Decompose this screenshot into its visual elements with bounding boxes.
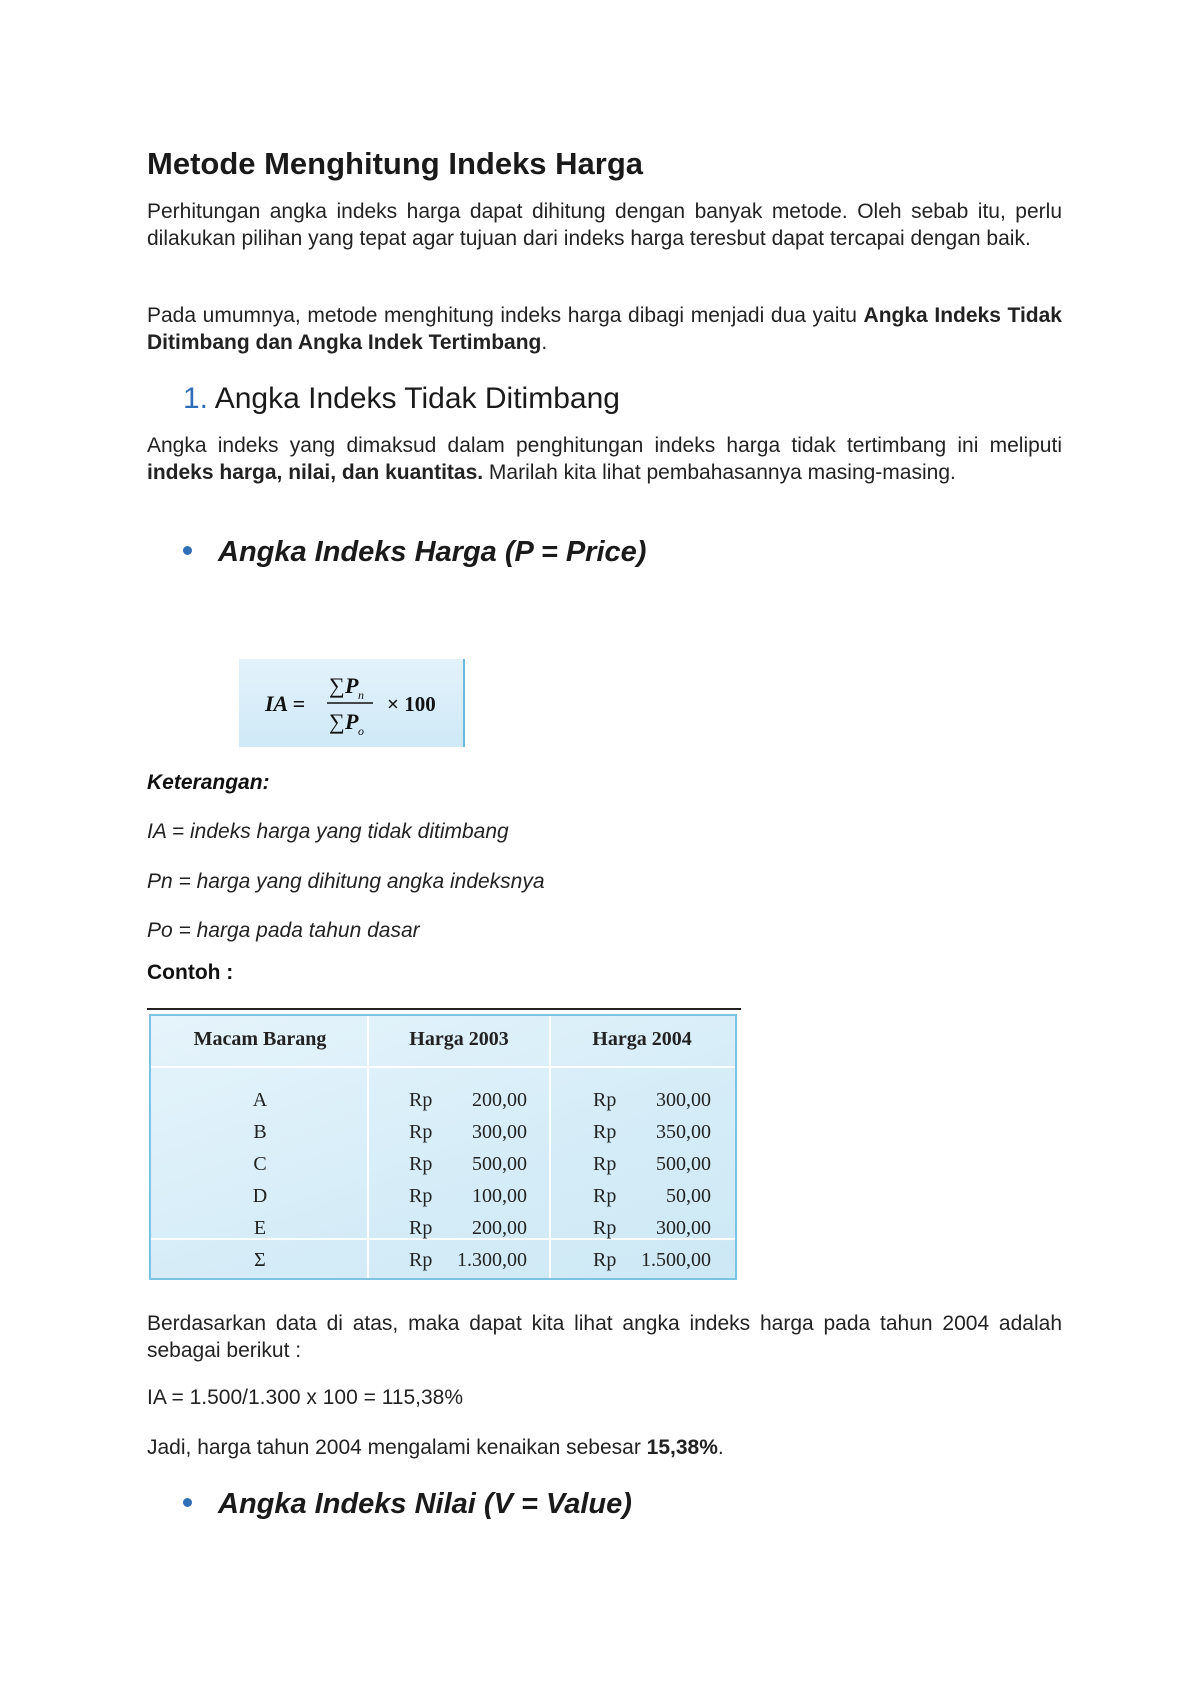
notes-label: Keterangan:: [147, 771, 270, 794]
section-p-text: Angka indeks yang dimaksud dalam penghitungan indeks harga tidak tertimbang ini meliputi: [147, 434, 1062, 457]
section-p-end: Marilah kita lihat pembahasannya masing-masing.: [483, 461, 956, 484]
section-paragraph: [147, 432, 1062, 486]
table-cell-item: C: [253, 1153, 267, 1175]
table-cell-value: 300,00: [656, 1217, 711, 1239]
table-cell-currency: Rp: [593, 1217, 617, 1239]
formula-den-var: P: [345, 709, 359, 734]
intro-p2-bold: Angka Indeks Tidak Ditimbang dan Angka Indek Tertimbang: [147, 304, 1062, 354]
table-cell-value: 500,00: [656, 1153, 711, 1175]
formula-num-var: P: [345, 673, 359, 698]
conclusion-paragraph: [147, 1436, 724, 1460]
note-po: Po = harga pada tahun dasar: [147, 919, 420, 942]
table-cell-value: 300,00: [656, 1089, 711, 1111]
table-divider: [151, 1066, 735, 1068]
bullet-dot-icon: [183, 546, 192, 555]
table-cell-item: B: [253, 1121, 267, 1143]
bullet-dot-icon: [183, 1498, 192, 1507]
note-pn: Pn = harga yang dihitung angka indeksnya: [147, 870, 545, 893]
bullet-heading-price-text: Angka Indeks Harga (P = Price): [218, 536, 647, 568]
table-cell-value: 500,00: [472, 1153, 527, 1175]
result-paragraph: Berdasarkan data di atas, maka dapat kita lihat angka indeks harga pada tahun 2004 adalah sebagai berikut :: [147, 1312, 1062, 1362]
table-cell-currency: Rp: [409, 1249, 433, 1271]
formula-den-sub: o: [358, 724, 364, 738]
table-total-2003: 1.300,00: [457, 1249, 527, 1271]
formula-svg: [239, 659, 463, 747]
note-ia: IA = indeks harga yang tidak ditimbang: [147, 820, 509, 843]
formula-image: [239, 659, 465, 747]
table-cell-item: D: [252, 1185, 268, 1207]
bullet-heading-value-text: Angka Indeks Nilai (V = Value): [218, 1488, 632, 1520]
table-cell-currency: Rp: [409, 1153, 433, 1175]
intro-p2-text: Pada umumnya, metode menghitung indeks harga dibagi menjadi dua yaitu: [147, 304, 864, 327]
table-header-2003: Harga 2003: [409, 1028, 509, 1050]
section-heading-1: [183, 382, 620, 416]
intro-paragraph-1: Perhitungan angka indeks harga dapat dihitung dengan banyak metode. Oleh sebab itu, perlu dilakukan pilihan yang tepat agar tujuan dari indeks harga teresbut dapat tercapai dengan baik.: [147, 200, 1062, 250]
table-cell-currency: Rp: [409, 1121, 433, 1143]
table-header-2004: Harga 2004: [592, 1028, 692, 1050]
table-cell-currency: Rp: [593, 1185, 617, 1207]
section-title: Angka Indeks Tidak Ditimbang: [214, 382, 620, 415]
bullet-heading-value: [183, 1488, 632, 1521]
formula-num-sigma: ∑: [329, 673, 345, 698]
formula-rhs: × 100: [387, 692, 436, 716]
bullet-heading-price: [183, 536, 646, 569]
table-total-symbol: Σ: [254, 1249, 266, 1271]
table-cell-currency: Rp: [593, 1121, 617, 1143]
table-cell-value: 100,00: [472, 1185, 527, 1207]
intro-paragraph-2: [147, 302, 1062, 356]
table-cell-value: 200,00: [472, 1217, 527, 1239]
table-cell-currency: Rp: [409, 1089, 433, 1111]
table-cell-currency: Rp: [593, 1153, 617, 1175]
price-table: [149, 1014, 737, 1280]
table-cell-currency: Rp: [409, 1217, 433, 1239]
table-cell-value: 200,00: [472, 1089, 527, 1111]
page-title: Metode Menghitung Indeks Harga: [147, 146, 644, 181]
table-cell-currency: Rp: [593, 1089, 617, 1111]
intro-p2-end: .: [541, 331, 548, 354]
formula-den-sigma: ∑: [329, 709, 345, 734]
table-cell-currency: Rp: [593, 1249, 617, 1271]
formula-num-sub: n: [358, 688, 364, 702]
table-top-rule: [147, 1008, 741, 1010]
calculation-line: IA = 1.500/1.300 x 100 = 115,38%: [147, 1386, 464, 1409]
example-label: Contoh :: [147, 961, 234, 984]
conclusion-text: Jadi, harga tahun 2004 mengalami kenaikan sebesar: [147, 1436, 647, 1459]
table-cell-value: 50,00: [666, 1185, 711, 1207]
table-total-2004: 1.500,00: [641, 1249, 711, 1271]
table-cell-value: 300,00: [472, 1121, 527, 1143]
table-cell-item: A: [252, 1089, 268, 1111]
section-number: 1.: [183, 382, 209, 415]
conclusion-end: .: [717, 1436, 724, 1459]
table-header-item: Macam Barang: [193, 1028, 327, 1050]
formula-lhs: IA =: [265, 691, 306, 716]
conclusion-bold: 15,38%: [646, 1436, 718, 1459]
table-cell-item: E: [253, 1217, 267, 1239]
table-cell-value: 350,00: [656, 1121, 711, 1143]
table-cell-currency: Rp: [409, 1185, 433, 1207]
section-p-bold: indeks harga, nilai, dan kuantitas.: [147, 461, 484, 484]
